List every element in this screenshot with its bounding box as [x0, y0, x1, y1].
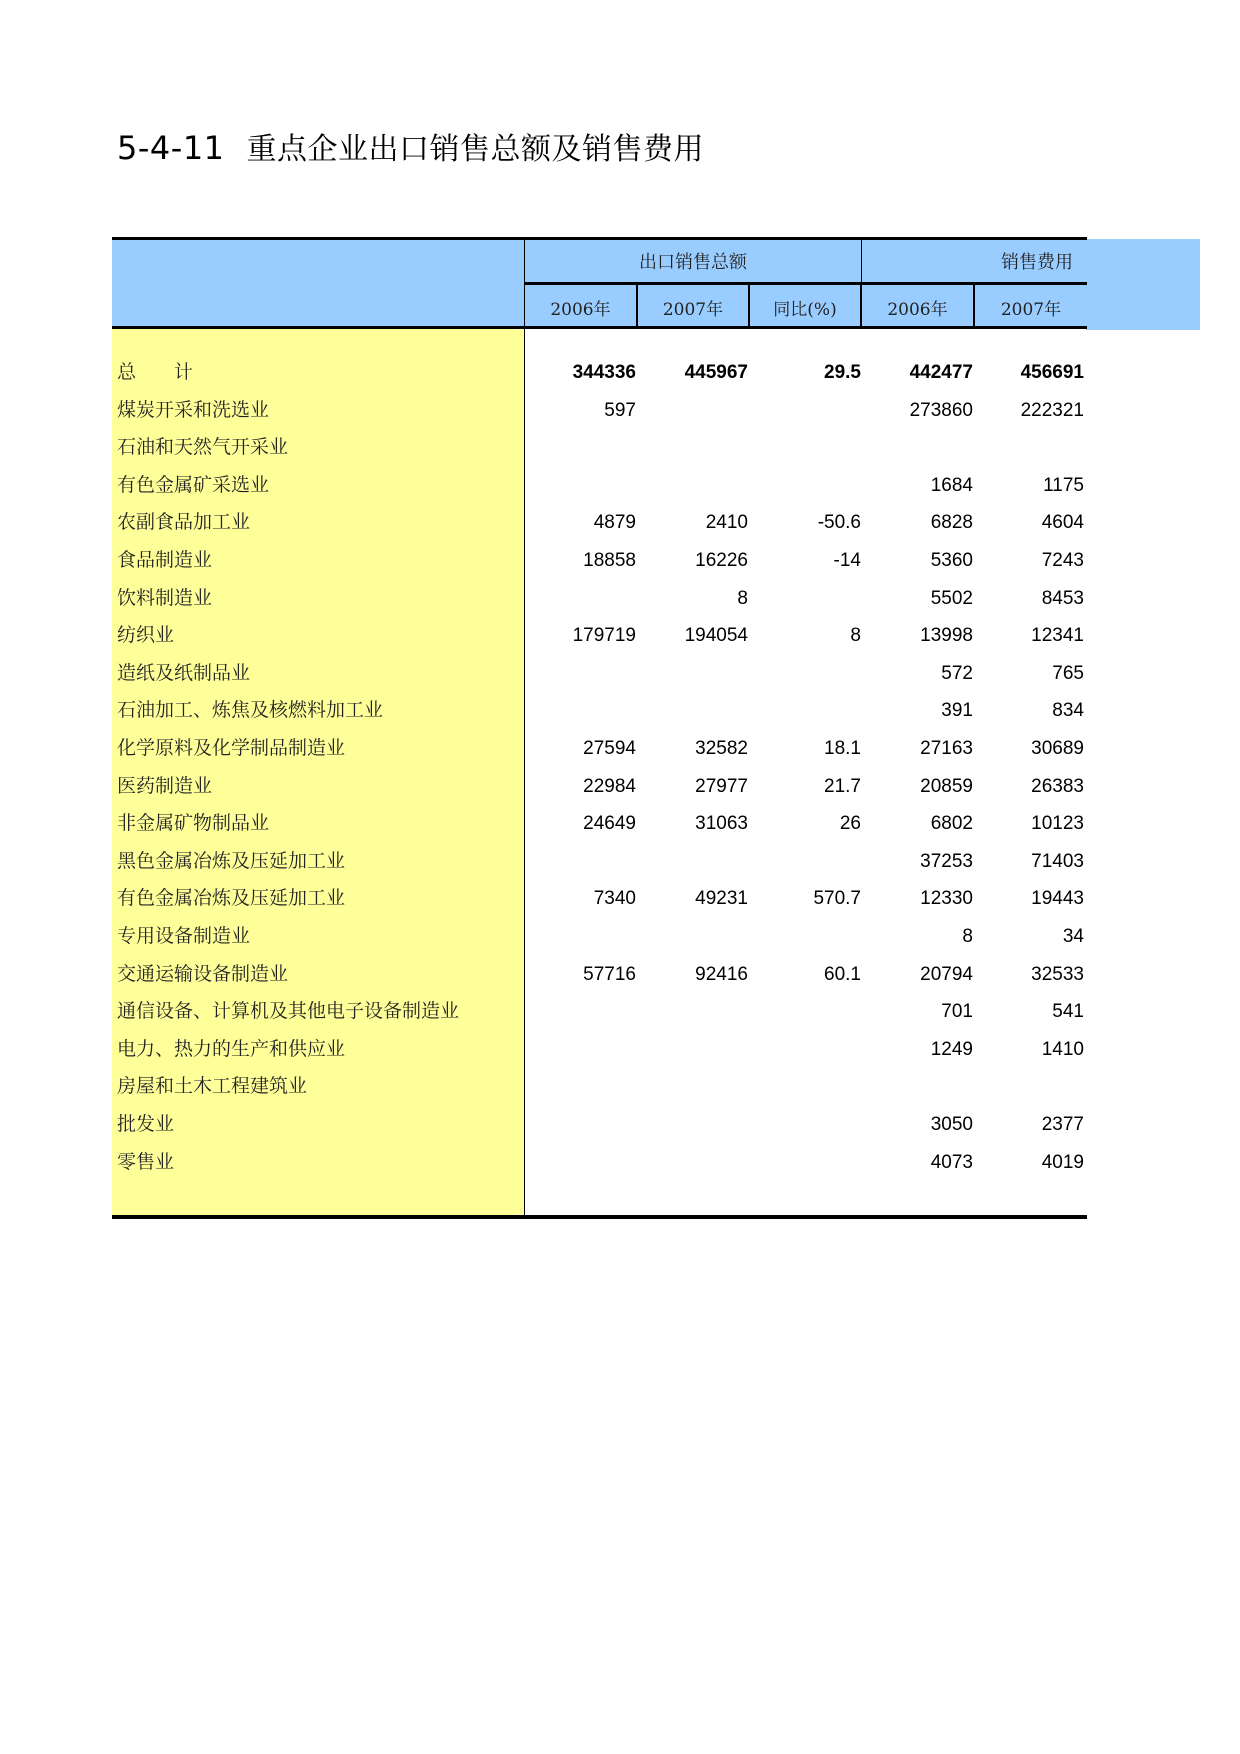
- cell-export-yoy: [753, 1031, 861, 1068]
- cell-export-2006: 344336: [572, 362, 636, 383]
- cell-expense-2007: 456691: [1020, 362, 1084, 383]
- row-label: 食品制造业: [117, 549, 213, 571]
- cell-export-yoy: 570.7: [813, 888, 861, 910]
- cell-export-yoy: [753, 655, 861, 692]
- cell-expense-2007: 4604: [1041, 512, 1084, 534]
- cell-expense-2007: 19443: [1031, 888, 1084, 910]
- cell-export-2007: 8: [737, 587, 748, 609]
- cell-expense-2007: 2377: [1041, 1114, 1084, 1135]
- table-row: [112, 467, 1087, 504]
- table-row: [112, 843, 1087, 880]
- header-col-export-2007: 2007年: [638, 285, 750, 329]
- cell-expense-2006: 3050: [930, 1114, 973, 1135]
- table-row: [112, 429, 1087, 466]
- cell-expense-2006: 5360: [930, 550, 973, 571]
- cell-expense-2006: 1249: [930, 1038, 973, 1060]
- cell-export-2007: [640, 392, 748, 429]
- cell-expense-2007: 34: [1062, 926, 1084, 947]
- row-label: 石油和天然气开采业: [117, 436, 289, 459]
- cell-export-2006: 597: [604, 399, 636, 421]
- cell-export-2006: [528, 580, 636, 617]
- data-table: [112, 237, 1087, 1219]
- cell-export-2007: [640, 692, 748, 729]
- cell-expense-2007: 765: [1052, 662, 1084, 684]
- page-title: [117, 124, 704, 168]
- cell-export-2007: [640, 918, 748, 955]
- cell-expense-2006: 37253: [920, 850, 973, 872]
- table-row: [112, 504, 1087, 541]
- table-row: [112, 730, 1087, 767]
- row-label: 专用设备制造业: [117, 925, 251, 947]
- cell-export-2007: [640, 1144, 748, 1181]
- table-row: [112, 880, 1087, 917]
- cell-export-2007: [640, 1106, 748, 1143]
- table-row-total: [112, 354, 1087, 391]
- cell-expense-2007: 71403: [1031, 850, 1084, 872]
- cell-export-2006: [528, 1068, 636, 1105]
- table-body: [112, 329, 1087, 1219]
- cell-export-yoy: [753, 467, 861, 504]
- cell-export-2006: [528, 1106, 636, 1143]
- cell-expense-2006: 391: [941, 700, 973, 722]
- cell-export-2007: 2410: [705, 512, 748, 534]
- cell-export-2006: [528, 843, 636, 880]
- table-row: [112, 768, 1087, 805]
- row-label: 煤炭开采和洗选业: [117, 398, 270, 421]
- row-label: 有色金属冶炼及压延加工业: [117, 887, 346, 910]
- row-label: 纺织业: [117, 624, 175, 647]
- cell-expense-2006: [865, 1068, 973, 1105]
- table-row: [112, 993, 1087, 1030]
- cell-expense-2006: 20859: [920, 775, 973, 797]
- table-row: [112, 1144, 1087, 1181]
- cell-expense-2006: 1684: [930, 474, 973, 496]
- header-col-expense-2007: 2007年: [1000, 299, 1062, 320]
- table-row: [112, 692, 1087, 729]
- cell-expense-2007: [976, 1068, 1084, 1105]
- cell-export-2007: [640, 1031, 748, 1068]
- cell-export-yoy: 60.1: [824, 963, 861, 985]
- cell-expense-2006: 6828: [930, 512, 973, 534]
- row-label: 批发业: [117, 1113, 175, 1135]
- row-label: 有色金属矿采选业: [117, 473, 270, 496]
- cell-expense-2006: 13998: [920, 625, 973, 647]
- row-label: 非金属矿物制品业: [117, 812, 270, 835]
- header-label-cell: [112, 240, 525, 326]
- cell-expense-2006: 572: [941, 662, 973, 684]
- header-group-sales-expenses: 销售费用: [862, 240, 1087, 285]
- cell-export-2006: [528, 655, 636, 692]
- table-row: [112, 918, 1087, 955]
- row-label: 化学原料及化学制品制造业: [117, 737, 346, 759]
- cell-export-yoy: 18.1: [824, 738, 861, 759]
- cell-expense-2007: 10123: [1031, 813, 1084, 835]
- row-label: 房屋和土木工程建筑业: [117, 1075, 308, 1098]
- cell-export-yoy: [753, 1144, 861, 1181]
- header-col-export-2006: 2006年: [525, 285, 638, 329]
- cell-expense-2006: [865, 429, 973, 466]
- cell-expense-2007: 30689: [1031, 738, 1084, 759]
- row-label: 石油加工、炼焦及核燃料加工业: [117, 699, 384, 722]
- table-row: [112, 542, 1087, 579]
- cell-expense-2007: 12341: [1031, 625, 1084, 647]
- cell-export-2006: 4879: [593, 512, 636, 534]
- cell-expense-2006: 5502: [930, 587, 973, 609]
- cell-export-yoy: 26: [839, 813, 861, 835]
- cell-export-2007: [640, 429, 748, 466]
- cell-export-2007: [640, 993, 748, 1030]
- cell-export-yoy: [753, 429, 861, 466]
- cell-export-2006: [528, 1031, 636, 1068]
- cell-export-yoy: [753, 993, 861, 1030]
- cell-expense-2007: 1410: [1041, 1038, 1084, 1060]
- cell-export-2007: [640, 1068, 748, 1105]
- cell-expense-2007: 1175: [1043, 474, 1084, 496]
- table-title: 重点企业出口销售总额及销售费用: [246, 132, 705, 167]
- cell-export-yoy: [753, 843, 861, 880]
- table-row: [112, 805, 1087, 842]
- cell-expense-2007: 541: [1052, 1001, 1084, 1023]
- header-col-expense-2006: 2006年: [862, 285, 975, 329]
- cell-expense-2006: 4073: [930, 1151, 973, 1173]
- cell-export-2007: [640, 467, 748, 504]
- row-label: 交通运输设备制造业: [117, 962, 289, 985]
- row-label: 黑色金属冶炼及压延加工业: [117, 849, 346, 872]
- cell-export-yoy: [753, 1106, 861, 1143]
- cell-export-2006: 22984: [583, 775, 636, 797]
- cell-export-2007: 27977: [695, 775, 748, 797]
- row-label: 电力、热力的生产和供应业: [117, 1037, 346, 1060]
- row-label: 农副食品加工业: [117, 511, 251, 534]
- cell-export-yoy: 29.5: [824, 362, 861, 383]
- cell-export-2006: [528, 993, 636, 1030]
- cell-expense-2006: 8: [962, 926, 973, 947]
- row-label: 饮料制造业: [117, 586, 213, 609]
- cell-expense-2006: 27163: [920, 738, 973, 759]
- cell-expense-2006: 442477: [909, 362, 973, 383]
- cell-export-yoy: [753, 918, 861, 955]
- table-number: 5-4-11: [117, 129, 225, 167]
- header-fill-extension: [1086, 239, 1200, 330]
- cell-expense-2007: [976, 429, 1084, 466]
- cell-expense-2007: 8453: [1041, 587, 1084, 609]
- cell-export-2007: 32582: [695, 738, 748, 759]
- cell-expense-2007: 26383: [1031, 775, 1084, 797]
- cell-export-yoy: [753, 692, 861, 729]
- row-label: 通信设备、计算机及其他电子设备制造业: [117, 1000, 460, 1023]
- cell-export-2006: 18858: [583, 550, 636, 571]
- cell-export-2006: [528, 467, 636, 504]
- cell-export-2006: 24649: [583, 813, 636, 835]
- cell-expense-2007: 222321: [1020, 399, 1084, 421]
- table-row: [112, 1106, 1087, 1143]
- cell-export-2007: [640, 843, 748, 880]
- cell-export-yoy: -14: [833, 550, 861, 571]
- cell-export-2007: 49231: [695, 888, 748, 910]
- row-label: 造纸及纸制品业: [117, 661, 251, 684]
- table-row: [112, 956, 1087, 993]
- cell-expense-2007: 7243: [1041, 550, 1084, 571]
- cell-export-2006: [528, 692, 636, 729]
- cell-export-yoy: -50.6: [817, 512, 861, 534]
- cell-expense-2006: 701: [941, 1001, 973, 1023]
- table-header: [112, 237, 1087, 329]
- cell-expense-2006: 20794: [920, 963, 973, 985]
- cell-expense-2007: 32533: [1031, 963, 1084, 985]
- cell-export-2007: 16226: [695, 550, 748, 571]
- table-row: [112, 617, 1087, 654]
- cell-export-2006: 27594: [583, 738, 636, 759]
- cell-export-2006: [528, 429, 636, 466]
- cell-export-yoy: 8: [850, 625, 861, 647]
- cell-export-2007: 31063: [695, 813, 748, 835]
- header-col-export-yoy: 同比(%): [750, 285, 862, 329]
- cell-export-2006: 179719: [572, 625, 636, 647]
- cell-export-yoy: [753, 1068, 861, 1105]
- table-row: [112, 1031, 1087, 1068]
- row-label: 总 计: [117, 361, 194, 383]
- cell-export-2006: 57716: [583, 963, 636, 985]
- cell-expense-2006: 273860: [909, 399, 973, 421]
- cell-expense-2006: 12330: [920, 888, 973, 910]
- header-group-export-sales: 出口销售总额: [525, 240, 862, 285]
- cell-export-2007: 445967: [684, 362, 748, 383]
- table-row: [112, 655, 1087, 692]
- cell-export-2006: [528, 1144, 636, 1181]
- cell-export-yoy: [753, 580, 861, 617]
- table-row: [112, 580, 1087, 617]
- cell-expense-2007: 834: [1052, 700, 1084, 722]
- cell-export-2007: [640, 655, 748, 692]
- cell-export-2006: 7340: [593, 888, 636, 910]
- cell-export-2006: [528, 918, 636, 955]
- cell-export-2007: 194054: [684, 625, 748, 647]
- cell-export-yoy: 21.7: [824, 775, 861, 797]
- cell-export-2007: 92416: [695, 963, 748, 985]
- row-label: 医药制造业: [117, 774, 213, 797]
- row-label: 零售业: [117, 1150, 175, 1173]
- table-row: [112, 1068, 1087, 1105]
- table-row: [112, 392, 1087, 429]
- cell-export-yoy: [753, 392, 861, 429]
- cell-expense-2006: 6802: [930, 813, 973, 835]
- cell-expense-2007: 4019: [1041, 1151, 1084, 1173]
